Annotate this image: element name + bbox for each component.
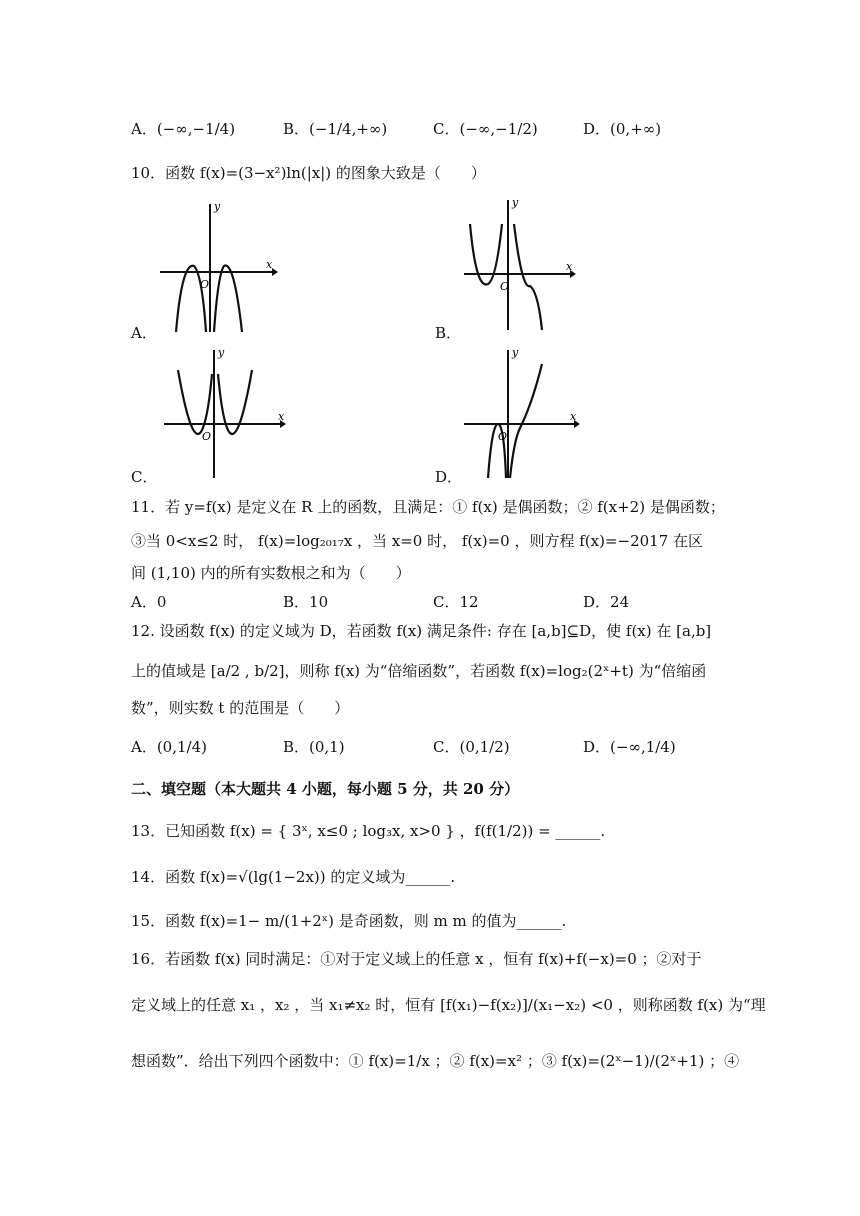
graph-b-label: B． [435,324,462,342]
graph-a-label: A． [131,324,157,342]
q13-question: 13．已知函数 f(x) = { 3ˣ, x≤0 ; log₃x, x>0 } ，f(f(1/2)) = ______. [131,822,606,840]
q16-line-1: 16．若函数 f(x) 同时满足：①对于定义域上的任意 x ，恒有 f(x)+f(−x)=0 ；②对于 [131,950,702,968]
q9-option-d: D．(0,+∞) [583,120,662,138]
graph-a-origin-label: O [200,278,210,291]
graph-b-x-label: x [566,260,573,273]
graph-c-y-label: y [218,346,225,359]
graph-d [462,344,584,480]
q11-option-a: A．0 [131,593,167,611]
graph-b-origin-label: O [500,280,510,293]
graph-d-x-label: x [570,410,577,423]
q11-line-3: 间 (1,10) 内的所有实数根之和为（ ） [131,564,411,582]
graph-b [462,194,582,334]
q10-question: 10．函数 f(x)=(3−x²)ln(|x|) 的图象大致是（ ） [131,164,486,182]
q9-option-b: B．(−1/4,+∞) [283,120,388,138]
q16-line-2: 定义域上的任意 x₁ ，x₂ ，当 x₁≠x₂ 时，恒有 [f(x₁)−f(x₂)]/(x₁−x₂) <0 ，则称函数 f(x) 为“理 [131,996,766,1014]
q11-line-2: ③当 0<x≤2 时， f(x)=log₂₀₁₇x ，当 x=0 时， f(x)=0 ，则方程 f(x)=−2017 在区 [131,532,704,550]
q16-line-3: 想函数”．给出下列四个函数中：① f(x)=1/x ；② f(x)=x² ；③ f(x)=(2ˣ−1)/(2ˣ+1) ；④ [131,1052,740,1070]
graph-c-label: C． [131,468,158,486]
graph-a [158,196,278,336]
graph-d-origin-label: O [498,430,508,443]
q12-line-3: 数”，则实数 t 的范围是（ ） [131,699,350,717]
graph-d-label: D． [435,468,463,486]
graph-a-x-label: x [266,258,273,271]
q12-line-2: 上的值域是 [a/2 , b/2]，则称 f(x) 为“倍缩函数”，若函数 f(x)=log₂(2ˣ+t) 为“倍缩函 [131,662,707,680]
q15-question: 15．函数 f(x)=1− m/(1+2ˣ) 是奇函数，则 m m 的值为______. [131,912,567,930]
graph-c-origin-label: O [202,430,212,443]
graph-c [162,344,292,480]
section-fill-in-heading: 二、填空题（本大题共 4 小题，每小题 5 分，共 20 分） [131,780,520,798]
q11-option-d: D．24 [583,593,630,611]
graph-b-y-label: y [512,196,519,209]
q12-line-1: 12. 设函数 f(x) 的定义域为 D，若函数 f(x) 满足条件: 存在 [a,b]⊆D，使 f(x) 在 [a,b] [131,622,712,640]
q14-question: 14．函数 f(x)=√(lg(1−2x)) 的定义域为______. [131,868,456,886]
q12-option-a: A．(0,1/4) [131,738,207,756]
q11-line-1: 11．若 y=f(x) 是定义在 R 上的函数，且满足：① f(x) 是偶函数；② f(x+2) 是偶函数； [131,498,725,516]
graph-d-y-label: y [512,346,519,359]
q12-option-c: C．(0,1/2) [433,738,510,756]
graph-a-y-label: y [214,200,221,213]
q11-option-c: C．12 [433,593,479,611]
q9-option-c: C．(−∞,−1/2) [433,120,538,138]
q9-option-a: A．(−∞,−1/4) [131,120,236,138]
q11-option-b: B．10 [283,593,329,611]
graph-c-x-label: x [278,410,285,423]
q12-option-b: B．(0,1) [283,738,345,756]
q12-option-d: D．(−∞,1/4) [583,738,676,756]
